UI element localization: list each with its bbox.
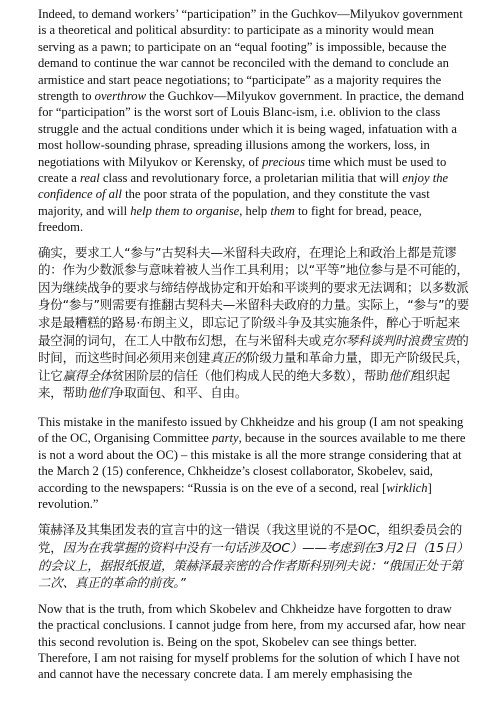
text-run: the poor strata of the population, and they constitute the vast majority, and will bbox=[38, 187, 430, 218]
text-run: 组织起来，帮助 bbox=[38, 367, 450, 401]
text-run: 贫困阶层的信任（他们构成人民的绝大多数），帮助 bbox=[111, 367, 389, 383]
emphasized-text: them bbox=[270, 203, 295, 218]
text-run: the Guchkov—Milyukov government. In practice, the demand for “participation” is the worst sort of Louis Blanc-ism, i.e. oblivion to the class struggle and the actual conditions under which it is being waged, infatuation with a most hollow-sounding phrase, spreading illusions among the workers, loss, in negotiations with Milyukov or Kerensky, of bbox=[38, 89, 464, 169]
emphasized-text: help them to organise bbox=[130, 203, 240, 218]
text-run: to fight for bread, peace, freedom. bbox=[38, 203, 422, 235]
text-run: Now that is the truth, from which Skobelev and Chkheidze have forgotten to draw the practical conclusions. I cannot judge from here, from my accursed afar, how near this second revolution is. Being on the spot, Skobelev can see things better. Therefore, I am not raising for myself problems for the solution of which I have not and cannot have the necessary concrete data. I am merely emphasising the bbox=[38, 601, 466, 682]
paragraph-english-3 bbox=[38, 601, 470, 683]
text-run: Indeed, to demand workers’ “participation” in the Guchkov—Milyukov government is a theoretical and political absurdity: to participate as a minority would mean serving as a pawn; to participate on an “equal footing” is impossible, because the demand to continue the war cannot be reconciled with the demand to conclude an armistice and start peace negotiations; to “participate” as a majority requires the strength to bbox=[38, 7, 463, 104]
emphasized-text: real bbox=[79, 171, 100, 186]
text-run: 确实，要求工人“参与”古契科夫—米留科夫政府，在理论上和政治上都是荒谬的：作为少数派参与意味着被人当作工具利用；以“平等”地位参与是不可能的，因为继续战争的要求与缔结停战协定和开始和平谈判的要求无法调和；以多数派身份“参与”则需要有推翻古契科夫—米留科夫政府的力量。实际上，“参与”的要求是最糟糕的路易·布朗主义，即忘记了阶级斗争及其实施条件，醉心于听起来最空洞的词句，在工人中散布幻想，在与米留科夫或 bbox=[38, 244, 470, 348]
document-page bbox=[38, 6, 470, 683]
emphasized-text: 因为在我掌握的资料中没有一句话涉及OC）——考虑到在3月2日（15日）的会议上，据报纸报道，策赫泽最亲密的合作者斯科别列夫说：“俄国正处于第二次、真正的革命的前夜。” bbox=[38, 540, 469, 591]
paragraph-chinese-1 bbox=[38, 244, 470, 402]
text-run: time which must be used to create a bbox=[38, 154, 447, 186]
emphasized-text: enjoy the confidence of all bbox=[38, 171, 449, 202]
emphasized-text: 他们 bbox=[87, 385, 112, 401]
emphasized-text: party bbox=[211, 431, 239, 446]
text-run: 争取面包、和平、自由。 bbox=[111, 385, 248, 401]
text-run: 阶级力量和革命力量，即无产阶级民兵，让它 bbox=[38, 350, 469, 383]
emphasized-text: precious bbox=[262, 154, 305, 169]
text-run: This mistake in the manifesto issued by Chkheidze and his group (I am not speaking of the OC, Organising Committee bbox=[38, 415, 464, 446]
emphasized-text: overthrow bbox=[94, 89, 146, 104]
text-run: , help bbox=[239, 203, 271, 218]
emphasized-text: wirklich bbox=[386, 480, 428, 495]
emphasized-text: 赢得全体 bbox=[62, 367, 112, 383]
text-run: 的时间，而这些时间必须用来创建 bbox=[38, 332, 469, 366]
text-run: 策赫泽及其集团发表的宣言中的这一错误（我这里说的不是OC，组织委员会的党， bbox=[38, 522, 463, 556]
text-run: , because in the sources available to me there is not a word about the OC) – this mistake is all the more strange considering that at the March 2 (15) conference, Chkheidze’s closest collaborator, Skobelev, said, according to the newspapers: “Russia is on the eve of a second, real [ bbox=[38, 431, 466, 495]
emphasized-text: 克尔琴科谈判时浪费宝贵 bbox=[320, 332, 457, 348]
text-run: class and revolutionary force, a proletarian militia that will bbox=[99, 171, 403, 186]
text-run: ] revolution.” bbox=[38, 480, 432, 512]
emphasized-text: 真正的 bbox=[210, 350, 248, 366]
paragraph-chinese-2 bbox=[38, 521, 470, 591]
paragraph-english-2 bbox=[38, 414, 470, 512]
paragraph-english-1 bbox=[38, 6, 470, 236]
emphasized-text: 他们 bbox=[388, 367, 414, 383]
